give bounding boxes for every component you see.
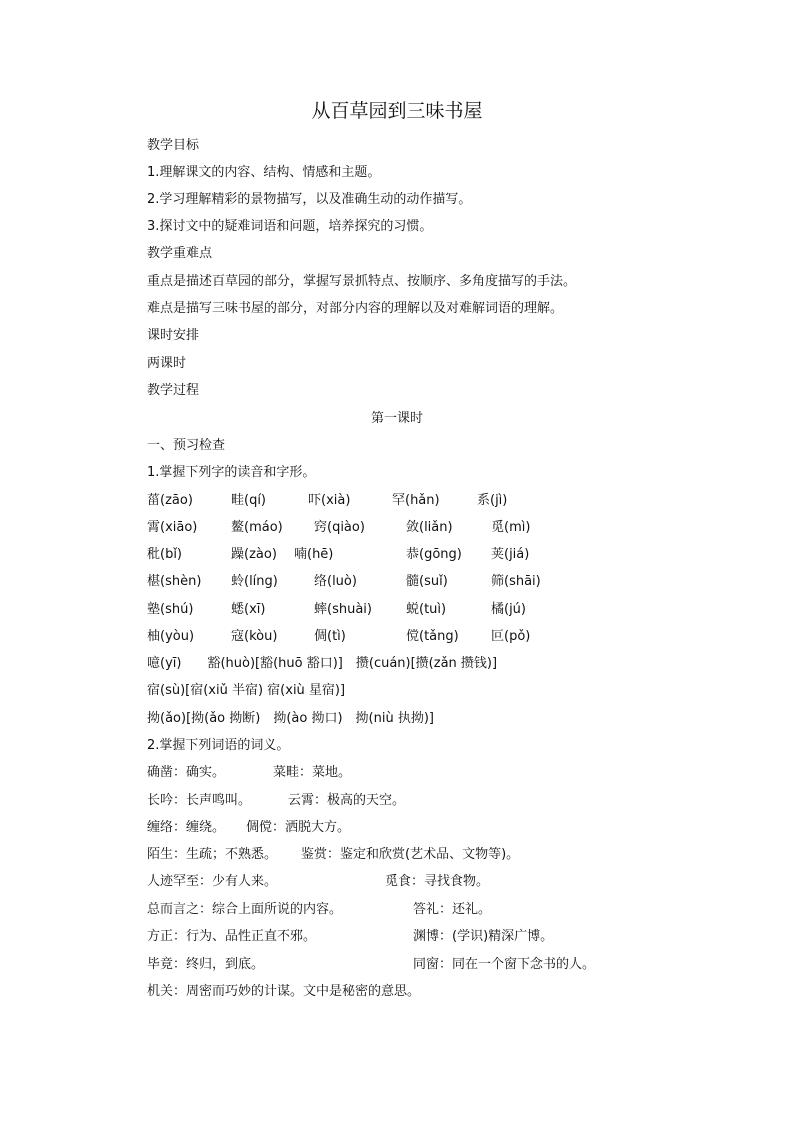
char-entry-long: 宿(sù)[宿(xiǔ 半宿) 宿(xiù 星宿)] xyxy=(147,683,346,698)
char-entry: 倜(tì) xyxy=(314,629,346,644)
heading-process: 教学过程 xyxy=(147,383,200,398)
difficult-point: 难点是描写三味书屋的部分，对部分内容的理解以及对难解词语的理解。 xyxy=(147,301,564,316)
objective-2: 2.学习理解精彩的景物描写，以及准确生动的动作描写。 xyxy=(147,192,472,207)
char-entry: 傥(tǎng) xyxy=(406,629,459,644)
objective-1: 1.理解课文的内容、结构、情感和主题。 xyxy=(147,165,381,180)
char-entry: 蟀(shuài) xyxy=(314,602,372,617)
char-entry-long: 噫(yī) 豁(huò)[豁(huō 豁口)] 攒(cuán)[攒(zǎn 攒钱)] xyxy=(147,656,498,671)
char-entry: 鳌(máo) xyxy=(231,520,283,535)
section-preview: 一、预习检查 xyxy=(147,438,226,453)
vocab-entry: 长吟：长声鸣叫。 xyxy=(147,793,252,808)
char-entry: 罕(hǎn) xyxy=(392,493,440,508)
vocab-entry: 渊博：(学识)精深广博。 xyxy=(413,929,554,944)
char-entry: 塾(shú) xyxy=(147,602,194,617)
char-entry: 叵(pǒ) xyxy=(491,629,531,644)
vocab-entry: 确凿：确实。 xyxy=(147,765,226,780)
lesson-heading: 第一课时 xyxy=(370,411,423,426)
char-entry: 窍(qiào) xyxy=(314,520,365,535)
vocab-entry: 云霄：极高的天空。 xyxy=(288,793,406,808)
char-entry: 恭(gōng) xyxy=(406,547,462,562)
vocab-entry: 陌生：生疏；不熟悉。 xyxy=(147,847,278,862)
char-entry: 髓(suǐ) xyxy=(406,574,448,589)
char-entry: 荚(jiá) xyxy=(491,547,530,562)
char-entry: 敛(liǎn) xyxy=(406,520,453,535)
objective-3: 3.探讨文中的疑难词语和问题，培养探究的习惯。 xyxy=(147,219,433,234)
char-entry: 橘(jú) xyxy=(491,602,526,617)
vocab-entry: 倜傥：洒脱大方。 xyxy=(246,820,351,835)
vocab-entry: 毕竟：终归，到底。 xyxy=(147,957,265,972)
char-entry: 寇(kòu) xyxy=(231,629,278,644)
vocab-entry: 觅食：寻找食物。 xyxy=(385,874,490,889)
char-entry: 柚(yòu) xyxy=(147,629,195,644)
vocab-entry: 机关：周密而巧妙的计谋。文中是秘密的意思。 xyxy=(147,984,421,999)
char-entry: 秕(bǐ) xyxy=(147,547,183,562)
vocab-entry: 菜畦：菜地。 xyxy=(273,765,352,780)
char-entry: 蜕(tuì) xyxy=(406,602,447,617)
vocab-entry: 总而言之：综合上面所说的内容。 xyxy=(147,902,343,917)
char-entry: 觅(mì) xyxy=(491,520,531,535)
heading-objectives: 教学目标 xyxy=(147,138,200,153)
vocab-entry: 人迹罕至：少有人来。 xyxy=(147,874,278,889)
heading-schedule: 课时安排 xyxy=(147,328,200,343)
vocab-entry: 答礼：还礼。 xyxy=(413,902,492,917)
subsection-vocabulary: 2.掌握下列词语的词义。 xyxy=(147,738,290,753)
char-entry: 霄(xiāo) xyxy=(147,520,198,535)
char-entry-long: 拗(ǎo)[拗(ǎo 拗断) 拗(ào 拗口) 拗(niù 执拗)] xyxy=(147,711,434,726)
char-entry: 蟋(xī) xyxy=(231,602,266,617)
vocab-entry: 鉴赏：鉴定和欣赏(艺术品、文物等)。 xyxy=(301,847,520,862)
char-entry: 蛉(líng) xyxy=(231,574,278,589)
vocab-entry: 缠络：缠绕。 xyxy=(147,820,226,835)
char-entry: 畦(qí) xyxy=(231,493,267,508)
char-entry: 菑(zāo) xyxy=(147,493,193,508)
char-entry: 络(luò) xyxy=(314,574,357,589)
vocab-entry: 方正：行为、品性正直不邪。 xyxy=(147,929,317,944)
char-entry: 吓(xià) xyxy=(308,493,351,508)
char-entry: 筛(shāi) xyxy=(491,574,541,589)
key-point: 重点是描述百草园的部分，掌握写景抓特点、按顺序、多角度描写的手法。 xyxy=(147,274,577,289)
vocab-entry: 同窗：同在一个窗下念书的人。 xyxy=(413,957,596,972)
char-entry: 躁(zào) xyxy=(231,547,277,562)
char-entry: 椹(shèn) xyxy=(147,574,202,589)
heading-key-points: 教学重难点 xyxy=(147,246,213,261)
char-entry: 喃(hē) xyxy=(294,547,334,562)
subsection-characters: 1.掌握下列字的读音和字形。 xyxy=(147,465,316,480)
char-entry: 系(jì) xyxy=(477,493,508,508)
schedule-value: 两课时 xyxy=(147,356,187,371)
document-title: 从百草园到三味书屋 xyxy=(311,100,483,122)
